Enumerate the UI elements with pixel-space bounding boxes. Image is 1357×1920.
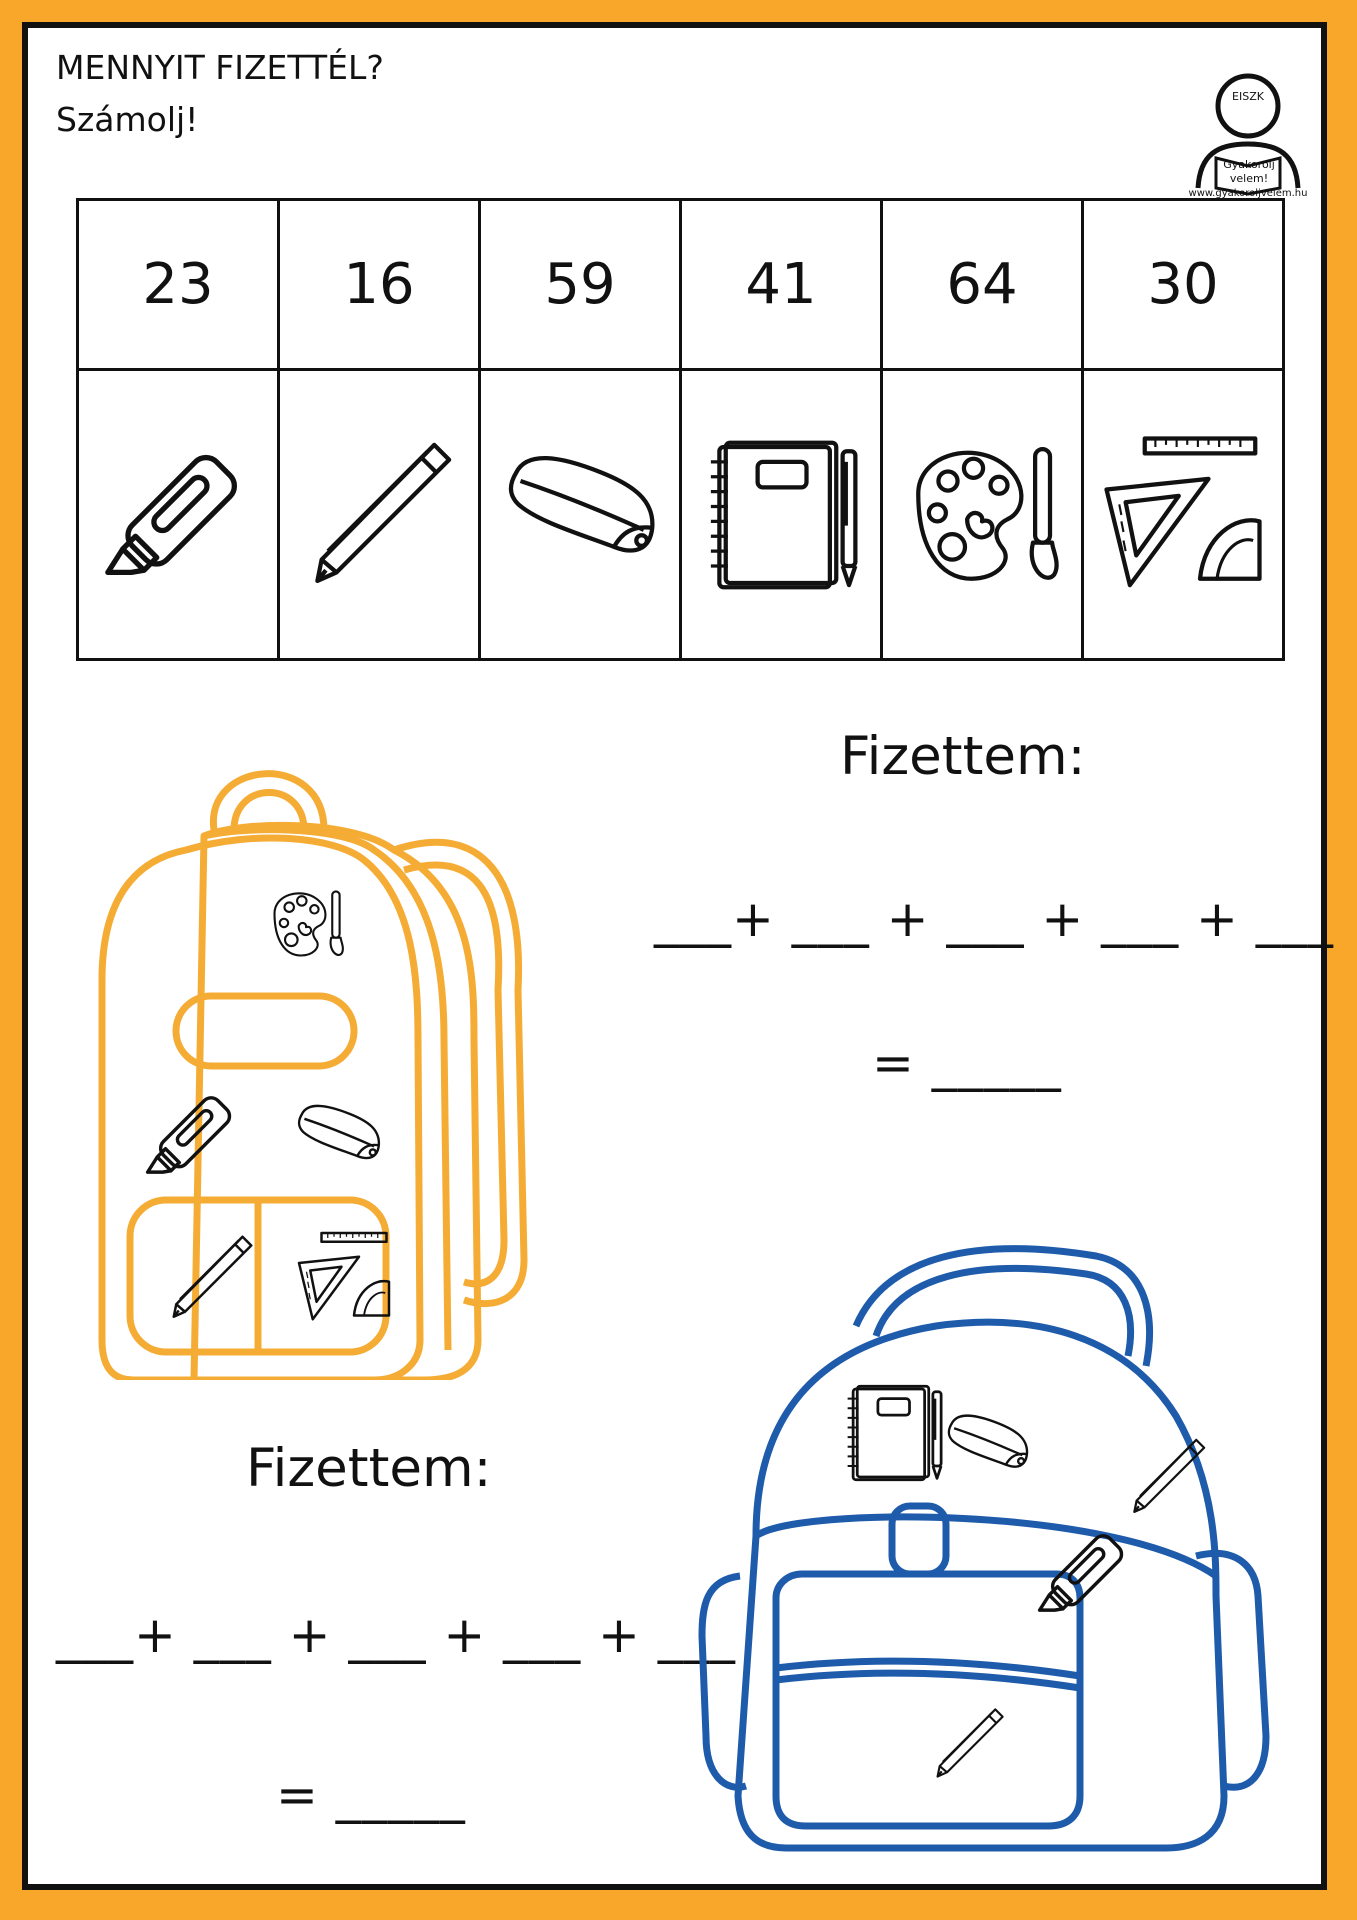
ruler-set-icon bbox=[1098, 430, 1268, 600]
notebook-pen-icon bbox=[696, 430, 866, 600]
item-cell bbox=[882, 370, 1083, 660]
price-cell: 41 bbox=[681, 200, 882, 370]
logo-emblem-text: EISZK bbox=[1232, 90, 1264, 103]
logo-tagline: Gyakorolj velem! bbox=[1223, 158, 1275, 185]
price-cell: 23 bbox=[78, 200, 279, 370]
page-title: MENNYIT FIZETTÉL? bbox=[56, 48, 384, 87]
pencil-icon bbox=[938, 1709, 1003, 1776]
highlighter-icon bbox=[148, 1094, 234, 1172]
pencil-case-icon bbox=[299, 1106, 379, 1158]
item-cell bbox=[681, 370, 882, 660]
paid-label: Fizettem: bbox=[246, 1438, 492, 1499]
pencil-icon bbox=[174, 1237, 252, 1317]
orange-backpack bbox=[94, 740, 614, 1380]
paint-palette-icon bbox=[275, 891, 343, 955]
paint-palette-icon bbox=[897, 430, 1067, 600]
item-cell bbox=[480, 370, 681, 660]
page-subtitle: Számolj! bbox=[56, 100, 199, 139]
notebook-pen-icon bbox=[848, 1386, 942, 1480]
pencil-icon bbox=[1134, 1440, 1204, 1512]
price-table bbox=[76, 198, 1285, 661]
paid-label: Fizettem: bbox=[840, 726, 1086, 787]
sum-equation: ___+ ___ + ___ + ___ + ___ bbox=[56, 1606, 736, 1664]
logo bbox=[1188, 46, 1308, 206]
sum-result: = _____ bbox=[276, 1766, 466, 1824]
item-cell bbox=[78, 370, 279, 660]
highlighter-icon bbox=[93, 430, 263, 600]
price-cell: 30 bbox=[1083, 200, 1284, 370]
pencil-icon bbox=[294, 430, 464, 600]
ruler-set-icon bbox=[299, 1233, 389, 1319]
item-row bbox=[78, 370, 1284, 660]
blue-backpack bbox=[676, 1236, 1316, 1876]
sum-equation: ___+ ___ + ___ + ___ + ___ bbox=[654, 890, 1334, 948]
pencil-case-icon bbox=[495, 430, 665, 600]
worksheet bbox=[22, 22, 1334, 1890]
price-cell: 64 bbox=[882, 200, 1083, 370]
price-cell: 59 bbox=[480, 200, 681, 370]
price-cell: 16 bbox=[279, 200, 480, 370]
item-cell bbox=[279, 370, 480, 660]
pencil-case-icon bbox=[949, 1416, 1027, 1467]
price-row bbox=[78, 200, 1284, 370]
item-cell bbox=[1083, 370, 1284, 660]
logo-site: www.gyakoroljvelem.hu bbox=[1188, 188, 1308, 199]
sum-result: = _____ bbox=[872, 1034, 1062, 1092]
